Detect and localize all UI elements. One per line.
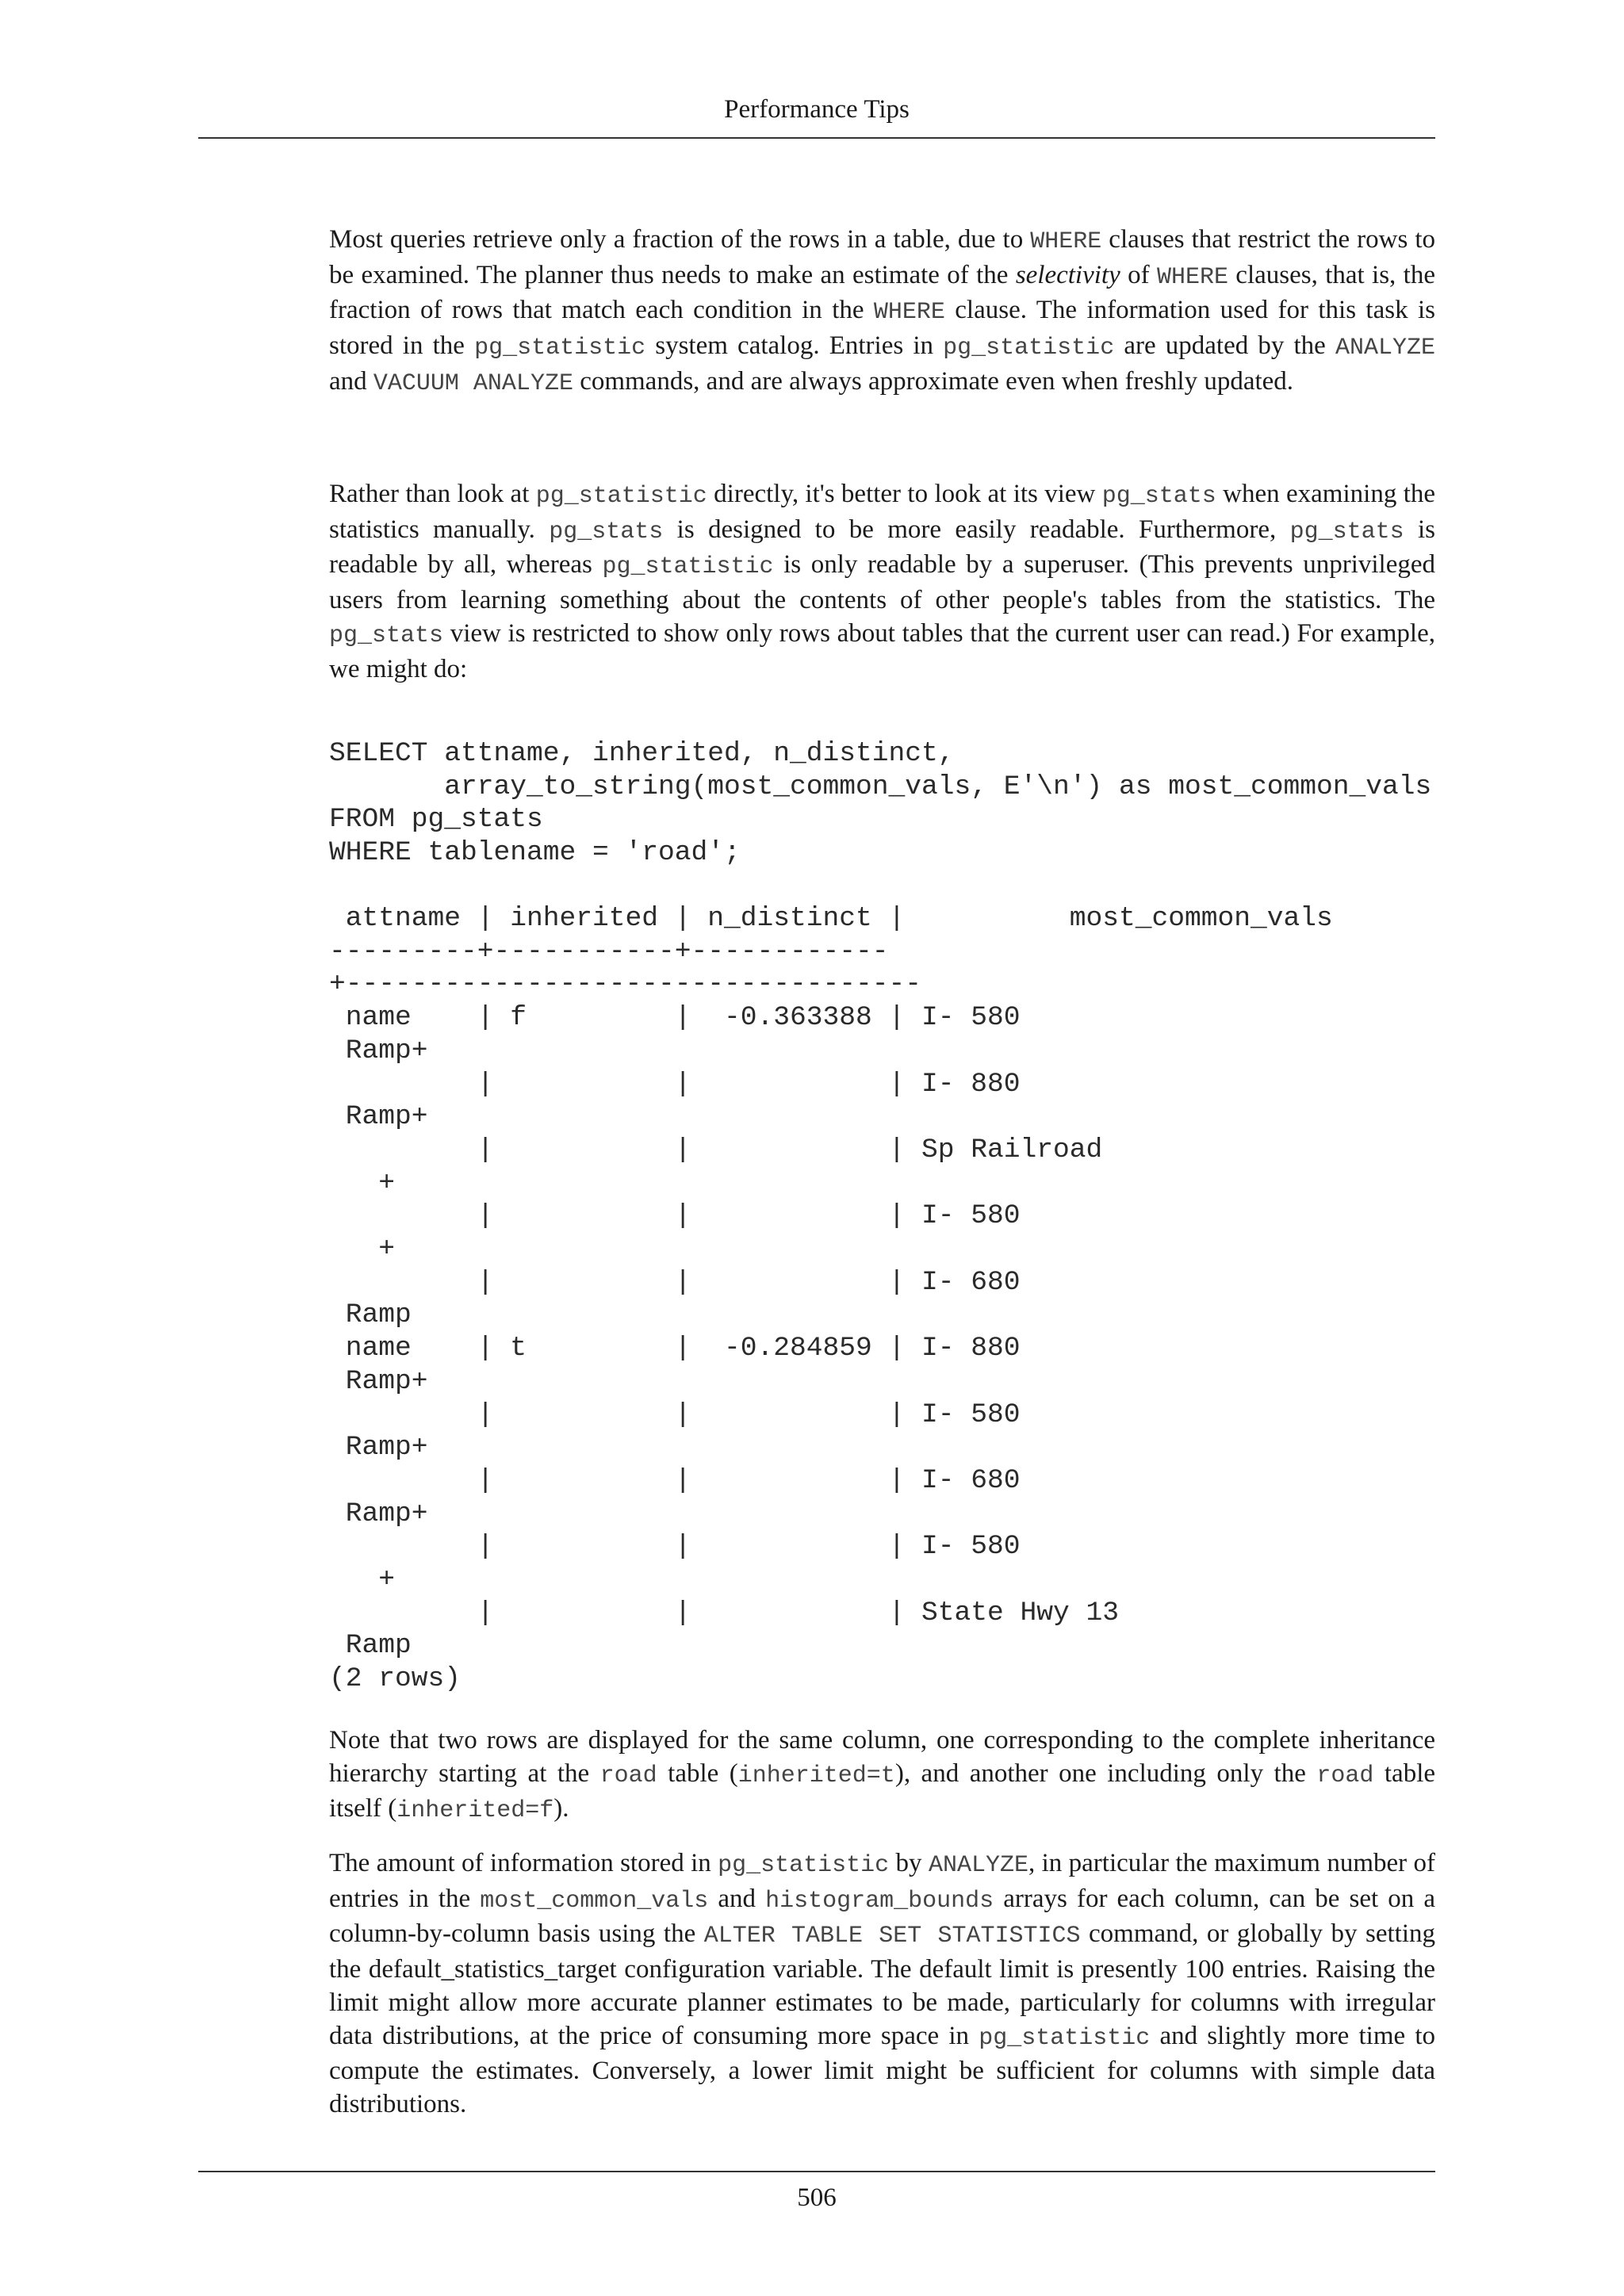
footer-rule bbox=[198, 2171, 1435, 2172]
inline-code: road bbox=[1316, 1762, 1374, 1789]
running-header: Performance Tips bbox=[724, 95, 910, 124]
text: Rather than look at bbox=[329, 480, 536, 508]
text: ). bbox=[553, 1794, 569, 1823]
sql-query-block: SELECT attname, inherited, n_distinct, array_to_string(most_common_vals, E'\n') as most_common_vals FROM pg_stats WHERE tablename = 'road'; bbox=[329, 738, 1432, 869]
text: commands, and are always approximate even when freshly updated. bbox=[573, 366, 1294, 396]
inline-code: ALTER TABLE SET STATISTICS bbox=[703, 1923, 1081, 1950]
text: directly, it's better to look at its view bbox=[707, 480, 1102, 508]
inline-code: most_common_vals bbox=[480, 1887, 709, 1915]
paragraph-pg-stats bbox=[329, 478, 1435, 686]
paragraph-inheritance-note bbox=[329, 1724, 1435, 1828]
paragraph-statistics-target bbox=[329, 1847, 1435, 2122]
paragraph-selectivity bbox=[329, 224, 1435, 401]
inline-code: pg_stats bbox=[329, 622, 444, 649]
text: view is restricted to show only rows about tables that the current user can read.) For example, we might do: bbox=[329, 618, 1435, 683]
text: command, or globally by setting the default_statistics_target configuration variable. The default limit is presently 100 entries. Raising the limit might allow more accurate planner estimates to be made, particularly for columns with irregular data distributions, at the price of consuming more space in bbox=[329, 1919, 1435, 2050]
text: Most queries retrieve only a fraction of the rows in a table, due to bbox=[329, 225, 1031, 254]
text: Note that two rows are displayed for the same column, one corresponding to the complete inheritance hierarchy starting at the bbox=[329, 1726, 1435, 1788]
text: of bbox=[1120, 260, 1157, 289]
text: and bbox=[708, 1884, 766, 1913]
inline-code: pg_statistic bbox=[943, 335, 1115, 362]
text: ), and another one including only the bbox=[894, 1758, 1317, 1788]
text: is only readable by a superuser. (This prevents unprivileged users from learning something about the contents of other people's tables from the statistics. The bbox=[329, 550, 1435, 615]
inline-code: pg_statistic bbox=[602, 553, 774, 581]
emphasis: selectivity bbox=[1015, 260, 1120, 289]
text: clauses that restrict the rows to be examined. The planner thus needs to make an estimate of the bbox=[329, 225, 1435, 289]
inline-code: pg_stats bbox=[1289, 518, 1404, 545]
text: , in particular the maximum number of entries in the bbox=[329, 1849, 1435, 1913]
text: clause. The information used for this task is stored in the bbox=[329, 296, 1435, 361]
inline-code: histogram_bounds bbox=[765, 1887, 994, 1915]
text: table itself ( bbox=[329, 1758, 1436, 1823]
inline-code: WHERE bbox=[1156, 263, 1228, 291]
text: when examining the statistics manually. bbox=[329, 480, 1436, 544]
inline-code: pg_stats bbox=[1101, 483, 1216, 510]
text: and slightly more time to compute the estimates. Conversely, a lower limit might be sufficient for columns with simple data distributions. bbox=[329, 2021, 1435, 2118]
inline-code: ANALYZE bbox=[928, 1852, 1028, 1879]
page-number: 506 bbox=[797, 2183, 837, 2212]
inline-code: pg_statistic bbox=[474, 335, 646, 362]
text: The amount of information stored in bbox=[329, 1849, 718, 1877]
inline-code: ANALYZE bbox=[1335, 335, 1435, 362]
text: is designed to be more easily readable. Furthermore, bbox=[663, 515, 1290, 544]
inline-code: pg_stats bbox=[549, 518, 664, 545]
inline-code: pg_statistic bbox=[535, 483, 707, 510]
inline-code: inherited=t bbox=[737, 1762, 895, 1789]
text: and bbox=[329, 366, 373, 396]
inline-code: WHERE bbox=[873, 299, 945, 327]
text: are updated by the bbox=[1114, 331, 1335, 361]
text: by bbox=[889, 1849, 929, 1877]
header-rule bbox=[198, 137, 1435, 139]
inline-code: pg_statistic bbox=[979, 2024, 1151, 2052]
text: table ( bbox=[657, 1758, 738, 1788]
query-result-block: attname | inherited | n_distinct | most_common_vals ---------+-----------+------------ +----------------------------------- name | f | -0.363388 | I- 580 Ramp+ | | | I- 880 Ramp+ | | | Sp Railroad + | | | I- 580 + | | | I- 680 Ramp name | t | -0.284859 | I- 880 Ramp+ | | | I- 580 Ramp+ | | | I- 680 Ramp+ | | | I- 580 + | | | State Hwy 13 Ramp (2 rows) bbox=[329, 903, 1333, 1695]
inline-code: VACUUM ANALYZE bbox=[373, 369, 573, 397]
inline-code: WHERE bbox=[1030, 228, 1102, 255]
text: is readable by all, whereas bbox=[329, 515, 1436, 580]
text: clauses, that is, the fraction of rows that match each condition in the bbox=[329, 260, 1435, 325]
inline-code: road bbox=[599, 1762, 657, 1789]
text: arrays for each column, can be set on a column-by-column basis using the bbox=[329, 1884, 1436, 1949]
inline-code: inherited=f bbox=[396, 1797, 554, 1825]
text: system catalog. Entries in bbox=[645, 331, 944, 361]
inline-code: pg_statistic bbox=[718, 1852, 890, 1879]
